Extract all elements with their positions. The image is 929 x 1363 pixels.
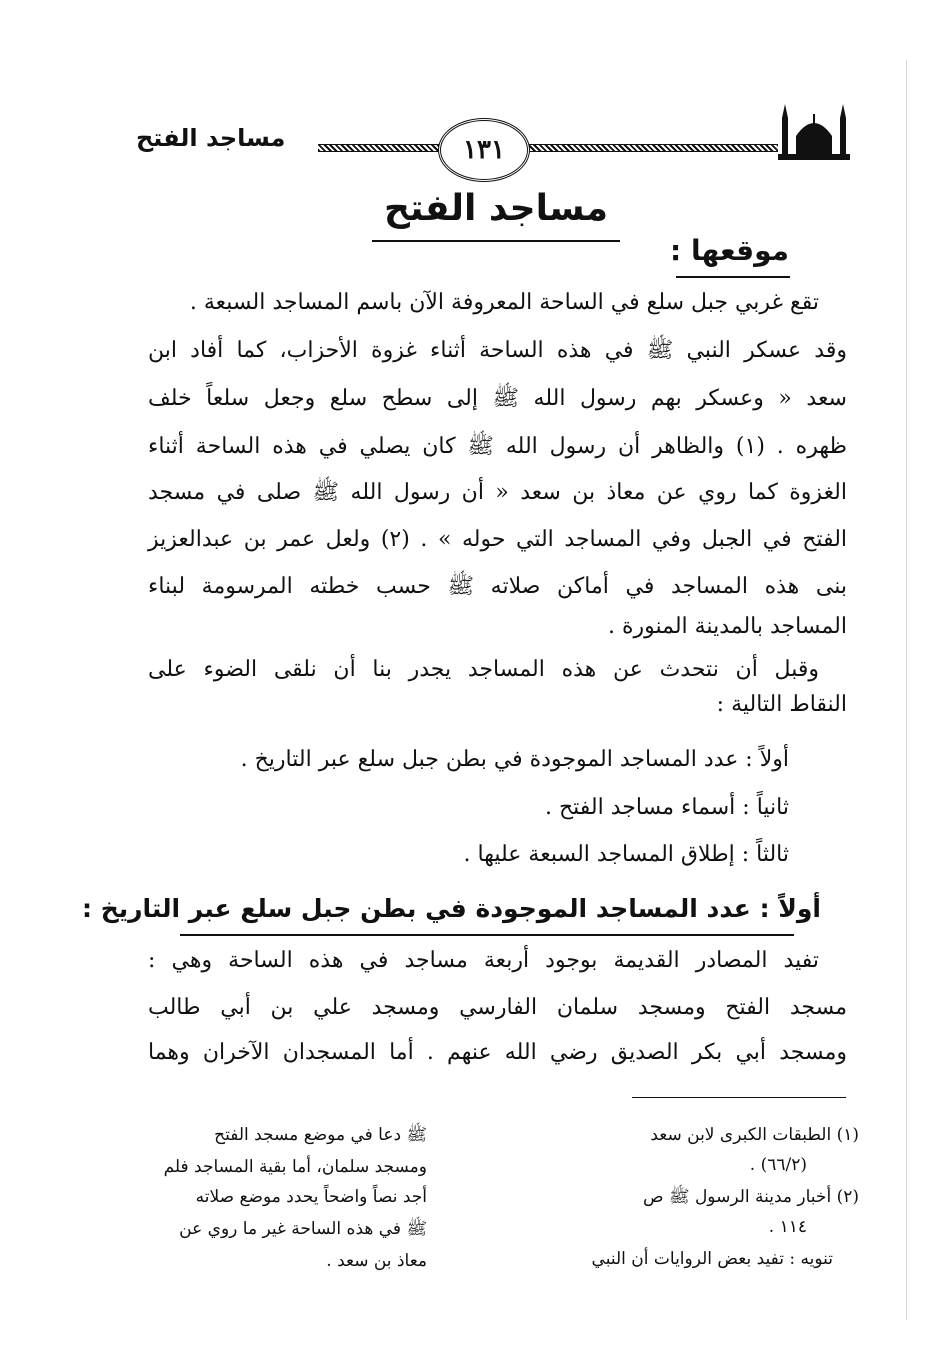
page-number-badge xyxy=(438,118,530,182)
footnote-line: ﷺ دعا في موضع مسجد الفتح xyxy=(214,1125,427,1145)
header-ornament-left xyxy=(318,144,440,152)
point-item: ثانياً : أسماء مساجد الفتح . xyxy=(544,795,789,820)
text-line: سعد « وعسكر بهم رسول الله ﷺ إلى سطح سلع وجعل سلعاً خلف xyxy=(148,386,847,411)
text-line: الغزوة كما روي عن معاذ بن سعد « أن رسول الله ﷺ صلى في مسجد xyxy=(148,480,847,505)
title-underline xyxy=(372,240,620,242)
chapter-title: مساجد الفتح xyxy=(383,188,609,229)
point-item: ثالثاً : إطلاق المساجد السبعة عليها . xyxy=(463,842,789,867)
text-line: ومسجد أبي بكر الصديق رضي الله عنهم . أما المسجدان الآخران وهما xyxy=(148,1040,847,1065)
text-line: مسجد الفتح ومسجد سلمان الفارسي ومسجد علي بن أبي طالب xyxy=(148,995,847,1020)
text-line: وقبل أن نتحدث عن هذه المساجد يجدر بنا أن نلقى الضوء على xyxy=(148,657,819,682)
text-line: تفيد المصادر القديمة بوجود أربعة مساجد في هذه الساحة وهي : xyxy=(148,948,819,973)
text-line: تقع غربي جبل سلع في الساحة المعروفة الآن باسم المساجد السبعة . xyxy=(189,290,819,315)
header-ornament-right xyxy=(522,144,778,152)
running-title: مساجد الفتح xyxy=(136,124,286,152)
text-line: وقد عسكر النبي ﷺ في هذه الساحة أثناء غزوة الأحزاب، كما أفاد ابن xyxy=(148,338,847,363)
footnote-line: تنويه : تفيد بعض الروايات أن النبي xyxy=(591,1249,833,1269)
footnote-line: (٦٦/٢) . xyxy=(749,1155,807,1175)
section-underline xyxy=(180,934,794,936)
subheading-underline xyxy=(676,276,790,278)
text-line: الفتح في الجبل وفي المساجد التي حوله » . (٢) ولعل عمر بن عبدالعزيز xyxy=(148,527,848,552)
text-line: ظهره . (١) والظاهر أن رسول الله ﷺ كان يصلي في هذه الساحة أثناء xyxy=(148,434,847,459)
point-item: أولاً : عدد المساجد الموجودة في بطن جبل سلع عبر التاريخ . xyxy=(240,747,789,772)
text-line: بنى هذه المساجد في أماكن صلاته ﷺ حسب خطته المرسومة لبناء xyxy=(148,574,847,599)
page-number: ١٣١ xyxy=(463,135,505,165)
section-heading: أولاً : عدد المساجد الموجودة في بطن جبل سلع عبر التاريخ : xyxy=(82,894,821,923)
page-edge-line xyxy=(906,60,907,1320)
footnote-line: معاذ بن سعد . xyxy=(326,1251,427,1271)
text-line: النقاط التالية : xyxy=(716,692,847,717)
footnote-line: (٢) أخبار مدينة الرسول ﷺ ص xyxy=(643,1187,859,1207)
footnote-separator xyxy=(632,1097,846,1098)
footnote-line: ومسجد سلمان، أما بقية المساجد فلم xyxy=(163,1157,427,1177)
footnote-line: أجد نصاً واضحاً يحدد موضع صلاته xyxy=(195,1187,427,1207)
footnote-line: ﷺ في هذه الساحة غير ما روي عن xyxy=(179,1219,427,1239)
text-line: المساجد بالمدينة المنورة . xyxy=(607,614,847,639)
footnote-line: (١) الطبقات الكبرى لابن سعد xyxy=(650,1125,859,1145)
subheading-location: موقعها : xyxy=(670,234,789,267)
mosque-icon xyxy=(776,96,852,162)
footnote-line: ١١٤ . xyxy=(768,1217,807,1237)
